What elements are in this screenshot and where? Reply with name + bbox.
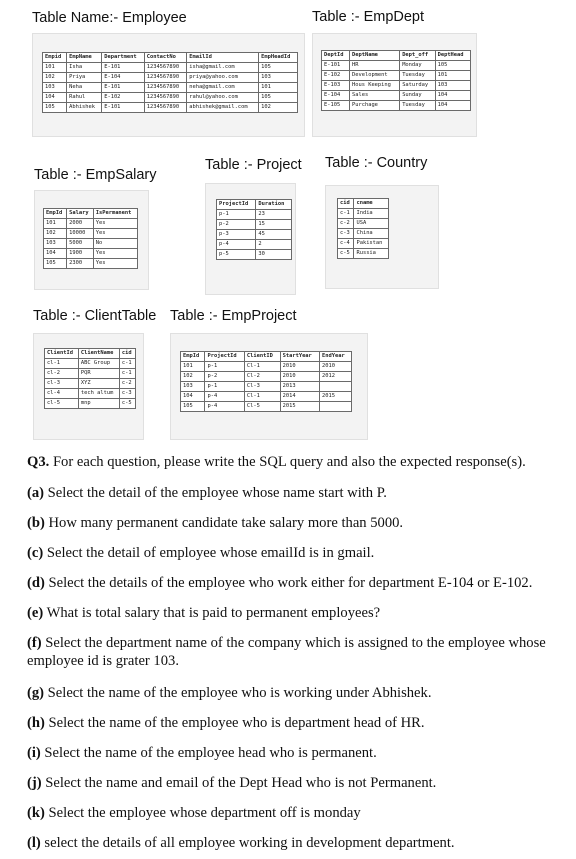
question-item-text: How many permanent candidate take salary more than 5000. xyxy=(44,515,404,531)
empdept-table xyxy=(321,50,471,111)
question-item xyxy=(27,834,568,852)
column-header: ProjectId xyxy=(217,200,256,210)
table-row xyxy=(44,259,138,269)
table-cell: E-101 xyxy=(102,83,145,93)
table-cell: p-1 xyxy=(205,382,244,392)
table-cell: E-104 xyxy=(322,91,350,101)
table-row xyxy=(44,239,138,249)
question-intro-text: For each question, please write the SQL query and also the expected response(s). xyxy=(49,454,526,470)
column-header: ContactNo xyxy=(144,53,187,63)
employee-table xyxy=(42,52,298,113)
table-header-row xyxy=(181,352,352,362)
table-cell: 2010 xyxy=(280,372,319,382)
table-cell: Cl-2 xyxy=(244,372,280,382)
question-item xyxy=(27,514,568,532)
table-cell: 101 xyxy=(44,219,67,229)
table-cell: c-2 xyxy=(119,379,135,389)
table-cell: 101 xyxy=(259,83,298,93)
table-cell: 105 xyxy=(44,259,67,269)
table-header-row xyxy=(44,209,138,219)
column-header: EmailId xyxy=(187,53,259,63)
table-cell: Tuesday xyxy=(400,101,435,111)
table-cell: 1234567890 xyxy=(144,93,187,103)
table-row xyxy=(181,402,352,412)
question-item-label: (l) xyxy=(27,835,41,851)
table-row xyxy=(43,93,298,103)
table-cell: p-4 xyxy=(217,240,256,250)
table-cell: c-3 xyxy=(119,389,135,399)
question-item-text: What is total salary that is paid to permanent employees? xyxy=(43,605,381,621)
table-cell: c-5 xyxy=(119,399,135,409)
table-cell: 5000 xyxy=(67,239,94,249)
table-cell: p-4 xyxy=(205,392,244,402)
question-item-text: select the details of all employee working in development department. xyxy=(40,835,455,851)
table-cell: 105 xyxy=(43,103,67,113)
empsalary-table-title: Table :- EmpSalary xyxy=(34,167,157,183)
question-number: Q3. xyxy=(27,454,50,470)
table-cell: 101 xyxy=(43,63,67,73)
column-header: EmpId xyxy=(181,352,205,362)
table-cell: 1234567890 xyxy=(144,83,187,93)
table-row xyxy=(338,249,389,259)
table-row xyxy=(322,91,471,101)
table-cell: p-2 xyxy=(217,220,256,230)
table-cell: cl-3 xyxy=(45,379,79,389)
question-item-text: Select the employee whose department off is monday xyxy=(44,805,361,821)
table-cell: 103 xyxy=(435,81,470,91)
table-row xyxy=(338,209,389,219)
question-item-label: (e) xyxy=(27,605,44,621)
table-row xyxy=(338,239,389,249)
empproject-table xyxy=(180,351,352,412)
table-cell: Yes xyxy=(93,249,137,259)
empproject-table-title: Table :- EmpProject xyxy=(170,308,297,324)
table-cell xyxy=(320,402,352,412)
table-row xyxy=(181,362,352,372)
table-cell: priya@yahoo.com xyxy=(187,73,259,83)
table-cell: Russia xyxy=(354,249,389,259)
table-cell: China xyxy=(354,229,389,239)
table-cell: No xyxy=(93,239,137,249)
table-cell: ABC Group xyxy=(78,359,119,369)
table-row xyxy=(217,230,292,240)
table-row xyxy=(43,73,298,83)
table-cell: c-1 xyxy=(338,209,354,219)
column-header: Duration xyxy=(256,200,292,210)
table-row xyxy=(338,219,389,229)
table-cell: E-102 xyxy=(322,71,350,81)
table-cell: Yes xyxy=(93,259,137,269)
table-cell: Development xyxy=(349,71,399,81)
question-item-label: (j) xyxy=(27,775,42,791)
question-item-label: (d) xyxy=(27,575,45,591)
country-table xyxy=(337,198,389,259)
table-cell: 23 xyxy=(256,210,292,220)
table-row xyxy=(322,61,471,71)
question-item xyxy=(27,714,568,732)
question-item xyxy=(27,684,568,702)
table-cell: p-4 xyxy=(205,402,244,412)
column-header: ClientName xyxy=(78,349,119,359)
table-cell: 103 xyxy=(43,83,67,93)
table-row xyxy=(45,389,136,399)
table-cell: 1234567890 xyxy=(144,73,187,83)
table-cell: 105 xyxy=(259,93,298,103)
table-row xyxy=(45,379,136,389)
project-table-title: Table :- Project xyxy=(205,157,302,173)
column-header: cname xyxy=(354,199,389,209)
table-cell: E-101 xyxy=(102,63,145,73)
table-row xyxy=(45,359,136,369)
table-cell: 102 xyxy=(44,229,67,239)
column-header: StartYear xyxy=(280,352,319,362)
table-cell: 1900 xyxy=(67,249,94,259)
table-header-row xyxy=(43,53,298,63)
question-item xyxy=(27,804,568,822)
question-item-label: (g) xyxy=(27,685,45,701)
table-cell: p-5 xyxy=(217,250,256,260)
table-cell: 2014 xyxy=(280,392,319,402)
question-item-text: Select the detail of the employee whose name start with P. xyxy=(44,485,387,501)
table-cell: rahul@yahoo.com xyxy=(187,93,259,103)
table-cell: 102 xyxy=(181,372,205,382)
table-cell: E-103 xyxy=(322,81,350,91)
table-cell: Monday xyxy=(400,61,435,71)
table-cell: Purchage xyxy=(349,101,399,111)
table-cell: 104 xyxy=(43,93,67,103)
table-cell: 104 xyxy=(44,249,67,259)
question-item-label: (i) xyxy=(27,745,41,761)
country-table-title: Table :- Country xyxy=(325,155,428,171)
column-header: EmpHeadId xyxy=(259,53,298,63)
table-row xyxy=(322,71,471,81)
clienttable-table-title: Table :- ClientTable xyxy=(33,308,157,324)
table-cell: 103 xyxy=(44,239,67,249)
table-cell: mnp xyxy=(78,399,119,409)
employee-table-title: Table Name:- Employee xyxy=(32,10,187,26)
table-row xyxy=(44,229,138,239)
empsalary-table xyxy=(43,208,138,269)
question-item-label: (f) xyxy=(27,635,42,651)
question-item xyxy=(27,774,568,792)
table-cell: 2010 xyxy=(280,362,319,372)
question-item-text: Select the detail of employee whose emailId is in gmail. xyxy=(43,545,375,561)
table-cell: E-104 xyxy=(102,73,145,83)
table-cell: 45 xyxy=(256,230,292,240)
table-cell: p-1 xyxy=(217,210,256,220)
column-header: Salary xyxy=(67,209,94,219)
question-intro xyxy=(27,453,568,471)
table-cell: Cl-1 xyxy=(244,362,280,372)
table-row xyxy=(44,219,138,229)
table-cell: Sunday xyxy=(400,91,435,101)
column-header: DeptId xyxy=(322,51,350,61)
table-cell: PQR xyxy=(78,369,119,379)
table-cell: 10000 xyxy=(67,229,94,239)
column-header: cid xyxy=(338,199,354,209)
column-header: cid xyxy=(119,349,135,359)
question-item xyxy=(27,744,568,762)
question-item-label: (h) xyxy=(27,715,45,731)
question-item xyxy=(27,544,568,562)
column-header: EmpId xyxy=(44,209,67,219)
table-row xyxy=(217,240,292,250)
table-cell: 1234567890 xyxy=(144,103,187,113)
table-cell: 103 xyxy=(259,73,298,83)
table-cell: XYZ xyxy=(78,379,119,389)
clienttable-table xyxy=(44,348,136,409)
table-cell: Rahul xyxy=(67,93,102,103)
table-cell: Abhishek xyxy=(67,103,102,113)
table-cell: 102 xyxy=(259,103,298,113)
table-row xyxy=(181,392,352,402)
table-header-row xyxy=(217,200,292,210)
table-cell: Sales xyxy=(349,91,399,101)
table-row xyxy=(338,229,389,239)
table-cell: cl-5 xyxy=(45,399,79,409)
column-header: ClientId xyxy=(45,349,79,359)
table-cell: c-2 xyxy=(338,219,354,229)
table-cell: cl-4 xyxy=(45,389,79,399)
table-cell: 105 xyxy=(181,402,205,412)
table-cell: Isha xyxy=(67,63,102,73)
table-cell: 2000 xyxy=(67,219,94,229)
table-header-row xyxy=(45,349,136,359)
table-row xyxy=(44,249,138,259)
column-header: Empid xyxy=(43,53,67,63)
table-cell: HR xyxy=(349,61,399,71)
table-cell: neha@gmail.com xyxy=(187,83,259,93)
table-row xyxy=(217,250,292,260)
table-cell: p-2 xyxy=(205,372,244,382)
table-row xyxy=(43,63,298,73)
question-item-label: (c) xyxy=(27,545,44,561)
table-cell: 1234567890 xyxy=(144,63,187,73)
table-cell: 2300 xyxy=(67,259,94,269)
table-cell: USA xyxy=(354,219,389,229)
table-cell: 101 xyxy=(181,362,205,372)
question-item-text: Select the name of the employee head who is permanent. xyxy=(40,745,377,761)
table-cell: E-102 xyxy=(102,93,145,103)
table-row xyxy=(322,81,471,91)
table-cell: Saturday xyxy=(400,81,435,91)
empdept-table-title: Table :- EmpDept xyxy=(312,9,425,25)
table-cell: 105 xyxy=(435,61,470,71)
question-item xyxy=(27,634,568,670)
table-cell: 104 xyxy=(181,392,205,402)
table-cell: Tuesday xyxy=(400,71,435,81)
table-cell: isha@gmail.com xyxy=(187,63,259,73)
table-cell: Cl-1 xyxy=(244,392,280,402)
table-row xyxy=(43,83,298,93)
table-cell: 2012 xyxy=(320,372,352,382)
table-cell: Yes xyxy=(93,229,137,239)
question-item xyxy=(27,604,568,622)
table-cell: 15 xyxy=(256,220,292,230)
question-item-text: Select the details of the employee who work either for department E-104 or E-102. xyxy=(44,575,533,591)
table-cell: p-3 xyxy=(217,230,256,240)
table-cell: 103 xyxy=(181,382,205,392)
table-row xyxy=(43,103,298,113)
table-cell: cl-2 xyxy=(45,369,79,379)
question-item-text: Select the name and email of the Dept Head who is not Permanent. xyxy=(41,775,437,791)
table-cell: 2015 xyxy=(320,392,352,402)
table-cell: Hous Keeping xyxy=(349,81,399,91)
table-cell: cl-1 xyxy=(45,359,79,369)
table-cell: 102 xyxy=(43,73,67,83)
question-item-text: Select the name of the employee who is department head of HR. xyxy=(44,715,425,731)
table-cell: c-1 xyxy=(119,369,135,379)
table-cell: 104 xyxy=(435,91,470,101)
table-cell: 2010 xyxy=(320,362,352,372)
column-header: EmpName xyxy=(67,53,102,63)
table-cell: 101 xyxy=(435,71,470,81)
table-cell: Priya xyxy=(67,73,102,83)
table-cell: c-1 xyxy=(119,359,135,369)
table-cell: 30 xyxy=(256,250,292,260)
question-item-label: (a) xyxy=(27,485,45,501)
table-row xyxy=(181,372,352,382)
column-header: Dept_off xyxy=(400,51,435,61)
table-cell: Cl-3 xyxy=(244,382,280,392)
table-cell xyxy=(320,382,352,392)
table-cell: p-1 xyxy=(205,362,244,372)
column-header: ClientID xyxy=(244,352,280,362)
table-cell: E-105 xyxy=(322,101,350,111)
column-header: DeptName xyxy=(349,51,399,61)
table-cell: c-3 xyxy=(338,229,354,239)
column-header: EndYear xyxy=(320,352,352,362)
table-row xyxy=(45,369,136,379)
table-cell: 2 xyxy=(256,240,292,250)
table-cell: Yes xyxy=(93,219,137,229)
table-cell: Cl-5 xyxy=(244,402,280,412)
table-header-row xyxy=(338,199,389,209)
table-cell: 104 xyxy=(435,101,470,111)
table-row xyxy=(217,210,292,220)
project-table xyxy=(216,199,292,260)
question-item-label: (k) xyxy=(27,805,45,821)
question-item-text: Select the department name of the company which is assigned to the employee whose employee id is grater 103. xyxy=(27,635,546,669)
column-header: IsPermanent xyxy=(93,209,137,219)
table-cell: tech altum xyxy=(78,389,119,399)
table-cell: Neha xyxy=(67,83,102,93)
column-header: DeptHead xyxy=(435,51,470,61)
table-cell: 2013 xyxy=(280,382,319,392)
table-row xyxy=(181,382,352,392)
table-cell: 2015 xyxy=(280,402,319,412)
table-cell: c-5 xyxy=(338,249,354,259)
question-item xyxy=(27,574,568,592)
question-item-label: (b) xyxy=(27,515,45,531)
question-item-text: Select the name of the employee who is working under Abhishek. xyxy=(44,685,432,701)
table-cell: abhishek@gmail.com xyxy=(187,103,259,113)
table-cell: E-101 xyxy=(322,61,350,71)
column-header: ProjectId xyxy=(205,352,244,362)
table-cell: c-4 xyxy=(338,239,354,249)
column-header: Department xyxy=(102,53,145,63)
question-item xyxy=(27,484,568,502)
table-header-row xyxy=(322,51,471,61)
table-row xyxy=(45,399,136,409)
table-cell: Pakistan xyxy=(354,239,389,249)
table-row xyxy=(322,101,471,111)
table-cell: E-101 xyxy=(102,103,145,113)
table-cell: India xyxy=(354,209,389,219)
table-cell: 105 xyxy=(259,63,298,73)
table-row xyxy=(217,220,292,230)
